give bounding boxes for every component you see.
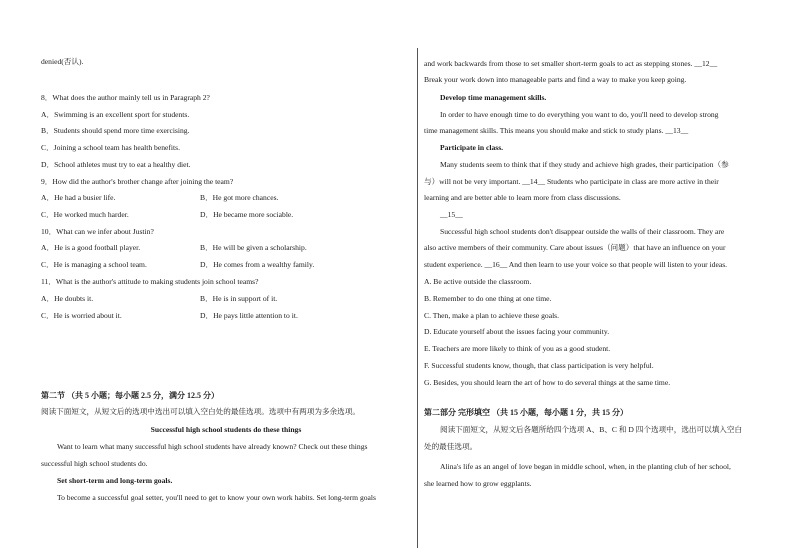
answer-option-g: G. Besides, you should learn the art of how to do several things at the same time. [424,378,671,387]
cloze-line-1: Alina's life as an angel of love began in middle school, when, in the planting club of her school, [440,462,731,471]
question-10-option-c: C．He is managing a school team. [41,260,147,269]
section-2-heading: 第二节 （共 5 小题；每小题 2.5 分，满分 12.5 分） [41,391,219,400]
question-9-stem: 9．How did the author's brother change after joining the team? [41,177,234,186]
subheading-participate: Participate in class. [440,143,504,152]
passage-line-r9: Successful high school students don't disappear outside the walls of their classroom. They are [440,227,725,236]
question-11-option-c: C．He is worried about it. [41,311,122,320]
answer-option-d: D. Educate yourself about the issues facing your community. [424,327,610,336]
part-2-instruction-line-1: 阅读下面短文，从短文后各题所给四个选项 A、B、C 和 D 四个选项中，选出可以填入空白 [440,425,743,434]
question-10-option-d: D．He comes from a wealthy family. [200,260,315,269]
blank-13: __13__ [665,126,689,135]
blank-15: __15__ [440,210,463,219]
answer-option-c: C. Then, make a plan to achieve these goals. [424,311,560,320]
answer-option-a: A. Be active outside the classroom. [424,277,532,286]
passage-line-r2: Break your work down into manageable parts and find a way to make you keep going. [424,75,687,84]
question-8-option-d: D．School athletes must try to eat a healthy diet. [41,160,191,169]
section-2-instruction: 阅读下面短文，从短文后的选项中选出可以填入空白处的最佳选项。选项中有两项为多余选项。 [41,407,360,416]
question-10-stem: 10．What can we infer about Justin? [41,227,154,236]
answer-option-b: B. Remember to do one thing at one time. [424,294,552,303]
passage-title: Successful high school students do these things [150,425,302,434]
question-8-option-c: C．Joining a school team has health benefits. [41,143,180,152]
passage-line-r3: In order to have enough time to do everything you want to do, you'll need to develop strong [440,110,719,119]
question-9-option-a: A．He had a busier life. [41,193,116,202]
passage-line-r11: student experience. __16__ And then learn to use your voice so that people will listen to your ideas. [424,260,728,269]
question-11-option-a: A．He doubts it. [41,294,94,303]
question-11-option-d: D．He pays little attention to it. [200,311,298,320]
fragment-text: denied(否认). [41,57,84,66]
passage-line-r7: learning and are better able to learn more from class discussions. [424,193,621,202]
answer-option-e: E. Teachers are more likely to think of you as a good student. [424,344,611,353]
question-11-stem: 11．What is the author's attitude to making students join school teams? [41,277,259,286]
passage-text: time management skills. This means you should make and stick to study plans. [424,126,664,135]
question-10-option-b: B．He will be given a scholarship. [200,243,307,252]
column-divider [417,48,418,548]
question-11-option-b: B．He is in support of it. [200,294,278,303]
subheading-goals: Set short-term and long-term goals. [57,476,173,485]
passage-paragraph-1-line-2: successful high school students do. [41,459,148,468]
question-8-stem: 8．What does the author mainly tell us in Paragraph 2? [41,93,210,102]
passage-paragraph-1-line-1: Want to learn what many successful high school students have already known? Check out these things [57,442,368,451]
question-10-option-a: A．He is a good football player. [41,243,141,252]
passage-line-r6: 与）will not be very important. __14__ Students who participate in class are more active in their [424,177,719,186]
passage-paragraph-2-line-1: To become a successful goal setter, you'll need to get to know your own work habits. Set long-term goals [57,493,376,502]
passage-line-r1 [424,59,717,69]
question-9-option-b: B．He got more chances. [200,193,279,202]
part-2-instruction-line-2: 处的最佳选项。 [424,442,478,451]
passage-text: and work backwards from those to set smaller short-term goals to act as stepping stones. [424,59,693,68]
answer-option-f: F. Successful students know, though, that class participation is very helpful. [424,361,654,370]
blank-12: __12__ [694,59,718,68]
subheading-time-management: Develop time management skills. [440,93,547,102]
part-2-heading: 第二部分 完形填空 （共 15 小题，每小题 1 分，共 15 分） [424,408,628,417]
passage-line-r10: also active members of their community. Care about issues（问题）that have an influence on your [424,243,726,252]
question-8-option-b: B．Students should spend more time exercising. [41,126,190,135]
passage-line-r5: Many students seem to think that if they study and achieve high grades, their participation（参 [440,160,729,169]
question-9-option-c: C．He worked much harder. [41,210,129,219]
question-9-option-d: D．He became more sociable. [200,210,294,219]
cloze-line-2: she learned how to grow eggplants. [424,479,532,488]
passage-line-r4 [424,126,688,136]
question-8-option-a: A．Swimming is an excellent sport for students. [41,110,190,119]
